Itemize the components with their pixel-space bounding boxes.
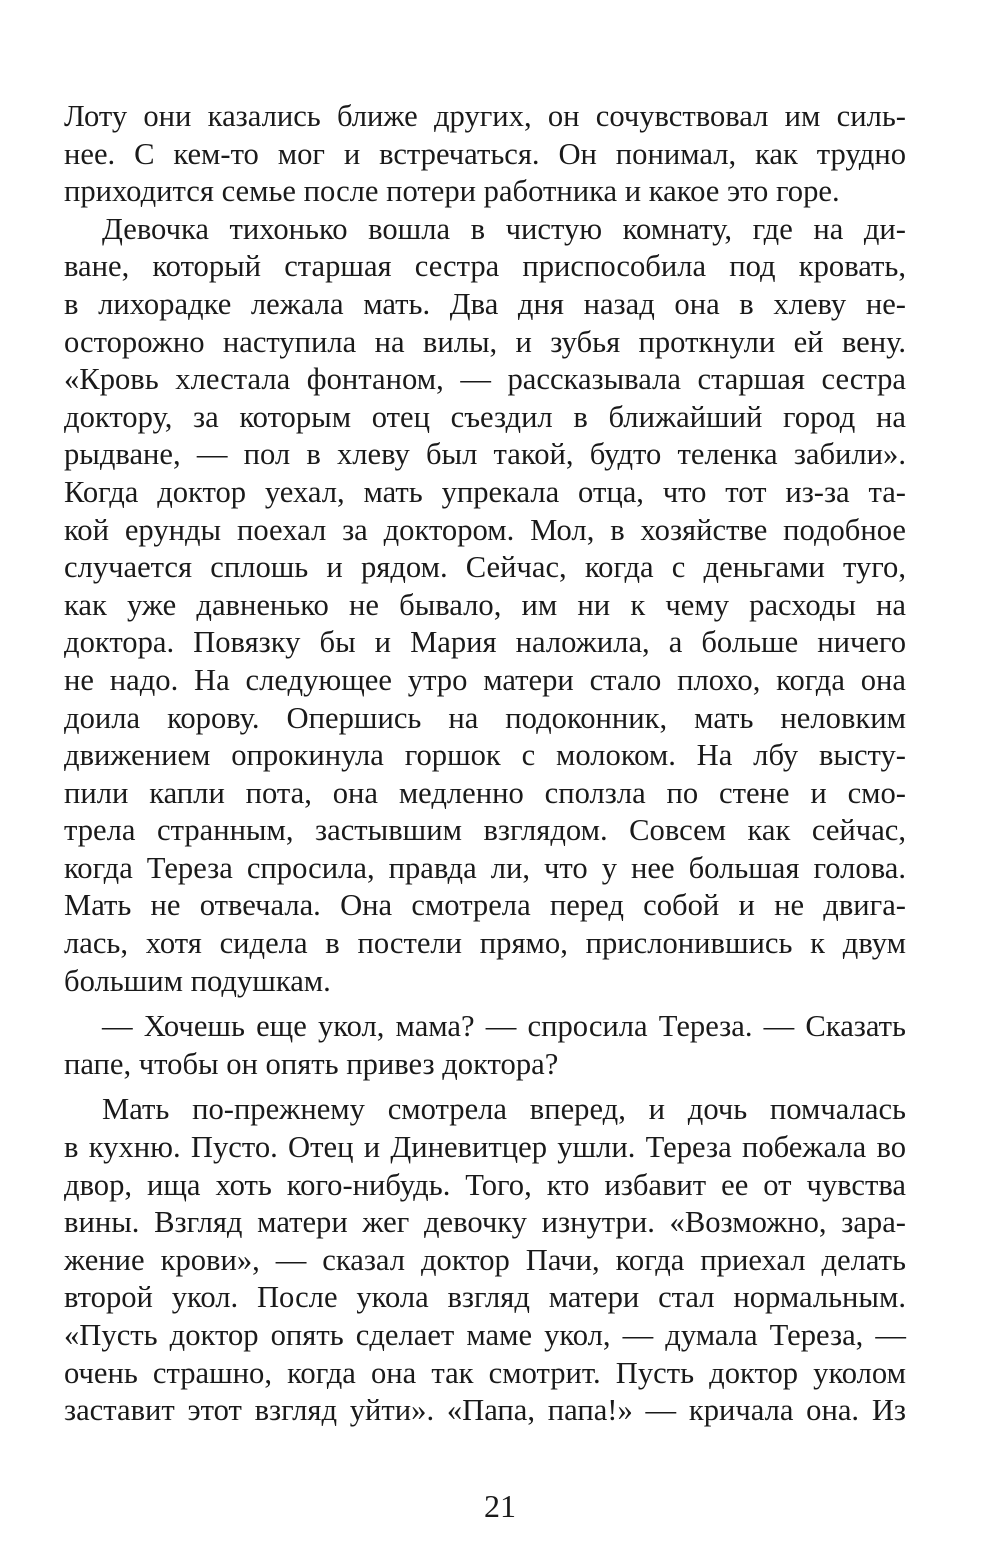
paragraph: [64, 98, 906, 211]
text-line: кой ерунды поехал за доктором. Мол, в хозяйстве подобное: [64, 512, 906, 547]
page-number: 21: [484, 1488, 516, 1524]
paragraph-gap: [64, 1083, 906, 1091]
text-line: лась, хотя сидела в постели прямо, прислонившись к двум: [64, 926, 906, 961]
text-line: доктора. Повязку бы и Мария наложила, а больше ничего: [64, 625, 906, 660]
text-line: когда Тереза спросила, правда ли, что у нее большая голова.: [64, 850, 906, 885]
text-line: папе, чтобы он опять привез доктора?: [64, 1046, 559, 1081]
paragraph: [64, 1091, 906, 1429]
text-line: осторожно наступила на вилы, и зубья проткнули ей вену.: [64, 324, 906, 359]
text-line: рыдване, — пол в хлеву был такой, будто теленка забили».: [64, 437, 906, 472]
text-line: Девочка тихонько вошла в чистую комнату, где на ди-: [102, 211, 906, 246]
text-line: приходится семье после потери работника и какое это горе.: [64, 174, 840, 209]
text-line: очень страшно, когда она так смотрит. Пусть доктор уколом: [64, 1355, 906, 1390]
text-line: Мать по-прежнему смотрела вперед, и дочь помчалась: [102, 1092, 906, 1127]
text-line: не надо. На следующее утро матери стало плохо, когда она: [64, 662, 906, 697]
text-line: доктору, за которым отец съездил в ближайший город на: [64, 399, 906, 434]
text-line: большим подушкам.: [64, 963, 331, 998]
text-line: вины. Взгляд матери жег девочку изнутри. «Возможно, зара-: [64, 1205, 906, 1240]
text-line: в кухню. Пусто. Отец и Диневитцер ушли. Тереза побежала во: [64, 1130, 906, 1165]
text-line: «Кровь хлестала фонтаном, — рассказывала старшая сестра: [64, 362, 906, 397]
text-line: второй укол. После укола взгляд матери стал нормальным.: [64, 1280, 906, 1315]
paragraph-gap: [64, 1000, 906, 1008]
text-line: ване, который старшая сестра приспособила под кровать,: [64, 249, 906, 284]
text-line: нее. С кем-то мог и встречаться. Он понимал, как трудно: [64, 136, 906, 171]
paragraph: [64, 1008, 906, 1083]
body-text: [64, 98, 906, 1430]
text-line: движением опрокинула горшок с молоком. На лбу высту-: [64, 738, 906, 773]
text-line: в лихорадке лежала мать. Два дня назад она в хлеву не-: [64, 286, 906, 321]
paragraph: [64, 211, 906, 1000]
text-line: Мать не отвечала. Она смотрела перед собой и не двига-: [64, 888, 906, 923]
text-line: — Хочешь еще укол, мама? — спросила Тереза. — Сказать: [102, 1009, 906, 1044]
text-line: заставит этот взгляд уйти». «Папа, папа!» — кричала она. Из: [64, 1393, 906, 1428]
text-line: трела странным, застывшим взглядом. Совсем как сейчас,: [64, 813, 906, 848]
text-line: случается сплошь и рядом. Сейчас, когда с деньгами туго,: [64, 550, 906, 585]
text-line: «Пусть доктор опять сделает маме укол, — думала Тереза, —: [64, 1318, 906, 1352]
text-line: Лоту они казались ближе других, он сочувствовал им силь-: [64, 99, 906, 133]
text-line: двор, ища хоть кого-нибудь. Того, кто избавит ее от чувства: [64, 1167, 906, 1202]
text-line: Когда доктор уехал, мать упрекала отца, что тот из-за та-: [64, 474, 906, 509]
text-line: пили капли пота, она медленно сползла по стене и смо-: [64, 775, 906, 810]
text-line: доила корову. Опершись на подоконник, мать неловким: [64, 700, 906, 735]
text-line: жение крови», — сказал доктор Пачи, когда приехал делать: [64, 1242, 906, 1277]
text-line: как уже давненько не бывало, им ни к чему расходы на: [64, 587, 906, 622]
